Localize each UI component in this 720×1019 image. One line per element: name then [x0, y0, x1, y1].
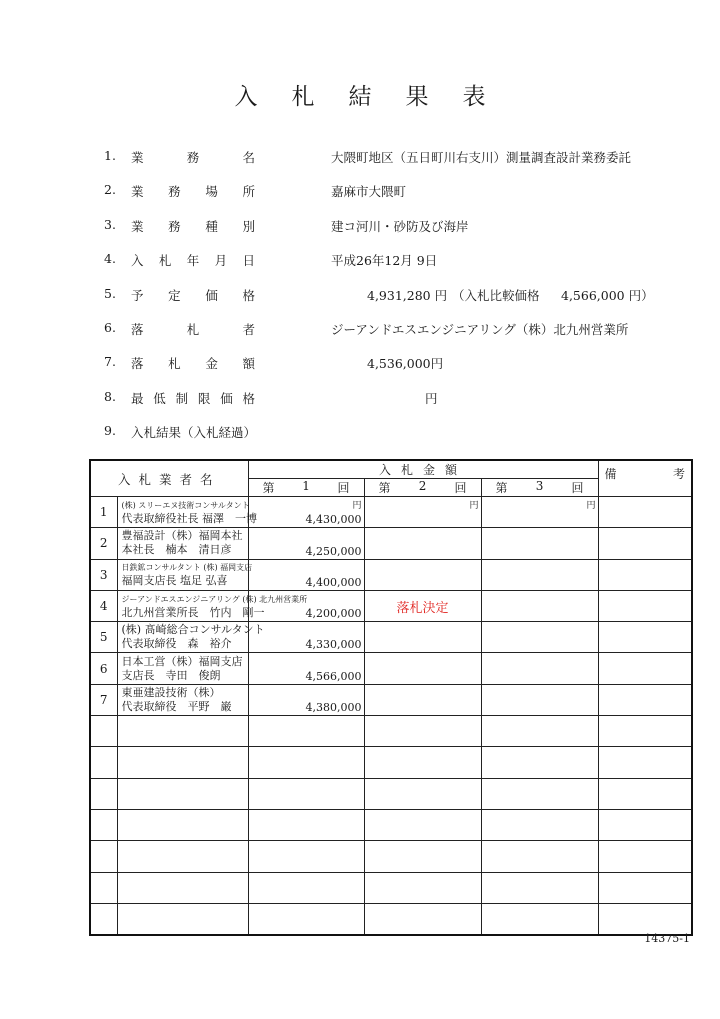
empty-cell [117, 903, 248, 934]
round-3-amount [481, 622, 598, 653]
info-value: ジーアンドエスエンジニアリング（株）北九州営業所 [331, 321, 629, 337]
empty-cell [598, 809, 692, 840]
info-label-char: 低 [153, 390, 166, 406]
info-label-char: 名 [242, 150, 255, 165]
info-label-char: 者 [242, 321, 255, 337]
bid-amount-value: 4,566,000 [305, 669, 362, 683]
round-2-amount [364, 559, 481, 590]
info-row [104, 217, 704, 251]
row-number: 5 [90, 622, 117, 653]
header-round-2: 第 2 回 [364, 479, 481, 497]
info-label-char: 金 [205, 356, 218, 372]
remarks-cell [598, 559, 692, 590]
empty-cell [117, 747, 248, 778]
info-row [104, 148, 704, 182]
header-round-1: 第 1 回 [248, 479, 364, 497]
info-value: 嘉麻市大隈町 [331, 184, 407, 200]
empty-cell [481, 841, 598, 872]
round-2-amount [364, 622, 481, 653]
info-label [131, 182, 255, 200]
bidder-name [117, 653, 248, 684]
info-row [104, 354, 704, 388]
bidder-name [117, 559, 253, 590]
empty-cell [117, 809, 248, 840]
header-round-3: 第 3 回 [481, 479, 598, 497]
empty-cell [481, 809, 598, 840]
bidder-company: 日本工営（株）福岡支店 [121, 654, 243, 668]
bidder-representative: 福岡支店長 塩足 弘喜 [121, 574, 228, 588]
empty-cell [117, 872, 248, 903]
round-1-amount [248, 622, 364, 653]
empty-row [90, 841, 692, 872]
info-label-char: 札 [168, 356, 181, 372]
round-3-amount [481, 497, 598, 528]
row-number: 6 [90, 653, 117, 684]
remarks-cell [598, 684, 692, 715]
info-label-char: 日 [242, 253, 255, 269]
info-label-char: 所 [242, 184, 255, 200]
empty-cell [90, 778, 117, 809]
empty-cell [90, 747, 117, 778]
empty-cell [248, 778, 364, 809]
info-value: 大隈町地区（五日町川右支川）測量調査設計業務委託 [331, 150, 632, 165]
yen-unit: 円 [469, 501, 479, 511]
round-3-amount [481, 653, 598, 684]
empty-cell [481, 778, 598, 809]
bidder-name [117, 497, 257, 528]
empty-row [90, 716, 692, 747]
round-3-amount [481, 684, 598, 715]
round-3-amount [481, 528, 598, 559]
info-label-char: 格 [242, 287, 255, 303]
planned-price: 4,931,280 円 [367, 287, 448, 303]
table-row [90, 559, 692, 590]
round-1-amount [248, 497, 364, 528]
empty-cell [364, 778, 481, 809]
info-number: 9. [104, 423, 116, 439]
info-number: 2. [104, 182, 116, 198]
remarks-cell [598, 622, 692, 653]
empty-row [90, 747, 692, 778]
empty-cell [117, 841, 248, 872]
table-row [90, 622, 692, 653]
empty-row [90, 872, 692, 903]
info-label-char: 最 [131, 390, 144, 406]
award-decision: 落札決定 [364, 590, 481, 621]
info-label-char: 札 [158, 253, 172, 269]
bid-results-table [89, 459, 693, 936]
bidder-name [117, 622, 265, 653]
empty-cell [598, 903, 692, 934]
info-label-char: 務 [186, 150, 200, 165]
empty-cell [481, 872, 598, 903]
header-bidder-name: 入札業者名 [90, 460, 248, 497]
info-number: 3. [104, 216, 116, 232]
yen-unit: 円 [586, 501, 596, 511]
empty-cell [364, 747, 481, 778]
remarks-cell [598, 528, 692, 559]
bid-amount-value: 4,330,000 [305, 638, 362, 652]
empty-cell [481, 716, 598, 747]
remarks-cell [598, 653, 692, 684]
round-2-amount [364, 528, 481, 559]
empty-cell [117, 716, 248, 747]
bidder-company: ジーアンドエスエンジニアリング (株) 北九州営業所 [121, 594, 308, 604]
table-row [90, 684, 692, 715]
bid-amount-value: 4,200,000 [305, 607, 362, 621]
empty-cell [248, 716, 364, 747]
table-row [90, 528, 692, 559]
comparison-price: 4,566,000 円） [561, 287, 654, 303]
info-label-char: 業 [131, 184, 144, 200]
empty-cell [598, 841, 692, 872]
empty-cell [598, 716, 692, 747]
bidder-representative: 本社長 楠本 清日彦 [121, 543, 232, 557]
empty-cell [598, 872, 692, 903]
empty-cell [248, 903, 364, 934]
empty-cell [248, 809, 364, 840]
bid-amount-value: 4,430,000 [305, 513, 362, 527]
empty-cell [364, 903, 481, 934]
bidder-representative: 代表取締役 平野 巌 [121, 699, 232, 713]
info-section [104, 148, 704, 458]
info-label-char: 制 [175, 390, 189, 406]
info-label-char: 価 [205, 287, 218, 303]
round-2-amount [364, 497, 481, 528]
info-label-char: 務 [168, 218, 181, 234]
empty-cell [90, 872, 117, 903]
info-value: 建コ河川・砂防及び海岸 [331, 218, 469, 234]
bidder-company: (株) 髙崎総合コンサルタント [121, 623, 265, 637]
round-1-amount [248, 559, 364, 590]
bid-amount-value: 4,400,000 [305, 575, 362, 589]
info-label-char: 務 [168, 184, 181, 200]
header-bid-amount: 入札金額 [248, 460, 598, 479]
empty-row [90, 809, 692, 840]
empty-row [90, 903, 692, 934]
empty-cell [598, 778, 692, 809]
empty-cell [364, 716, 481, 747]
info-label-char: 業 [131, 218, 144, 234]
empty-cell [364, 872, 481, 903]
info-label-char: 入 [131, 253, 144, 269]
info-number: 4. [104, 251, 116, 267]
info-label: 入札結果（入札経過） [131, 425, 257, 441]
info-label-char: 年 [186, 253, 200, 269]
table-row [90, 653, 692, 684]
info-label-char: 種 [205, 218, 218, 234]
empty-row [90, 778, 692, 809]
comparison-price-label: （入札比較価格 [452, 287, 540, 303]
info-label-char: 月 [214, 253, 228, 269]
info-number: 8. [104, 388, 116, 404]
round-3-amount [481, 590, 598, 621]
empty-cell [90, 809, 117, 840]
info-label [131, 354, 255, 372]
bidder-company: 日鉄鉱コンサルタント (株) 福岡支店 [121, 563, 253, 573]
yen-unit: 円 [352, 501, 362, 511]
empty-cell [248, 841, 364, 872]
info-number: 7. [104, 354, 116, 370]
row-number: 2 [90, 528, 117, 559]
bidder-name [117, 684, 248, 715]
empty-cell [90, 841, 117, 872]
info-label-char: 札 [186, 321, 200, 337]
table-row [90, 590, 692, 621]
document-code: 14375-1 [644, 932, 690, 945]
info-label-char: 場 [205, 184, 218, 200]
info-number: 5. [104, 285, 116, 301]
bidder-representative: 北九州営業所長 竹内 剛一 [121, 605, 265, 619]
info-label-char: 業 [131, 150, 144, 165]
bidder-company: (株) スリーエヌ技術コンサルタント [121, 500, 250, 510]
info-label [131, 286, 255, 304]
remarks-cell [598, 590, 692, 621]
round-1-amount [248, 590, 364, 621]
info-row [104, 423, 704, 457]
info-label [131, 320, 255, 338]
info-label [131, 148, 255, 166]
info-label-char: 格 [242, 390, 255, 406]
info-number: 1. [104, 148, 116, 163]
round-1-amount [248, 528, 364, 559]
info-row [104, 182, 704, 216]
info-value: 円 [425, 390, 438, 406]
info-label [131, 389, 255, 407]
header-remarks: 備 考 [598, 460, 692, 497]
info-label [131, 251, 255, 269]
bidder-company: 豊福設計（株）福岡本社 [121, 529, 243, 543]
empty-cell [481, 747, 598, 778]
round-2-amount [364, 653, 481, 684]
info-value: 平成26年12月 9日 [331, 253, 438, 269]
round-1-amount [248, 684, 364, 715]
info-number: 6. [104, 319, 116, 335]
info-label-char: 予 [131, 287, 144, 303]
bidder-name [117, 590, 308, 621]
bidder-name [117, 528, 248, 559]
info-value: 4,536,000円 [367, 356, 444, 372]
empty-cell [90, 903, 117, 934]
empty-cell [481, 903, 598, 934]
bidder-representative: 支店長 寺田 俊朗 [121, 668, 221, 682]
document-title: 入札結果表 [234, 84, 520, 110]
row-number: 7 [90, 684, 117, 715]
info-label-char: 別 [242, 218, 255, 234]
info-row [104, 389, 704, 423]
round-3-amount [481, 559, 598, 590]
info-label-char: 落 [131, 321, 144, 337]
empty-cell [248, 872, 364, 903]
bidder-representative: 代表取締役社長 福澤 一博 [121, 511, 257, 525]
empty-cell [90, 716, 117, 747]
empty-cell [598, 747, 692, 778]
info-label-char: 額 [242, 356, 255, 372]
bid-amount-value: 4,250,000 [305, 544, 362, 558]
info-label-char: 限 [197, 390, 211, 406]
info-row [104, 251, 704, 285]
bidder-representative: 代表取締役 森 裕介 [121, 637, 232, 651]
empty-cell [364, 809, 481, 840]
info-label [131, 217, 255, 235]
empty-cell [248, 747, 364, 778]
empty-cell [117, 778, 248, 809]
info-label-char: 定 [168, 287, 181, 303]
info-row [104, 286, 704, 320]
row-number: 3 [90, 559, 117, 590]
info-label-char: 価 [220, 390, 233, 406]
remarks-cell [598, 497, 692, 528]
round-1-amount [248, 653, 364, 684]
row-number: 1 [90, 497, 117, 528]
empty-cell [364, 841, 481, 872]
info-row [104, 320, 704, 354]
table-row [90, 497, 692, 528]
row-number: 4 [90, 590, 117, 621]
bidder-company: 東亜建設技術（株） [121, 685, 221, 699]
bid-amount-value: 4,380,000 [305, 701, 362, 715]
round-2-amount [364, 684, 481, 715]
info-label-char: 落 [131, 356, 144, 372]
